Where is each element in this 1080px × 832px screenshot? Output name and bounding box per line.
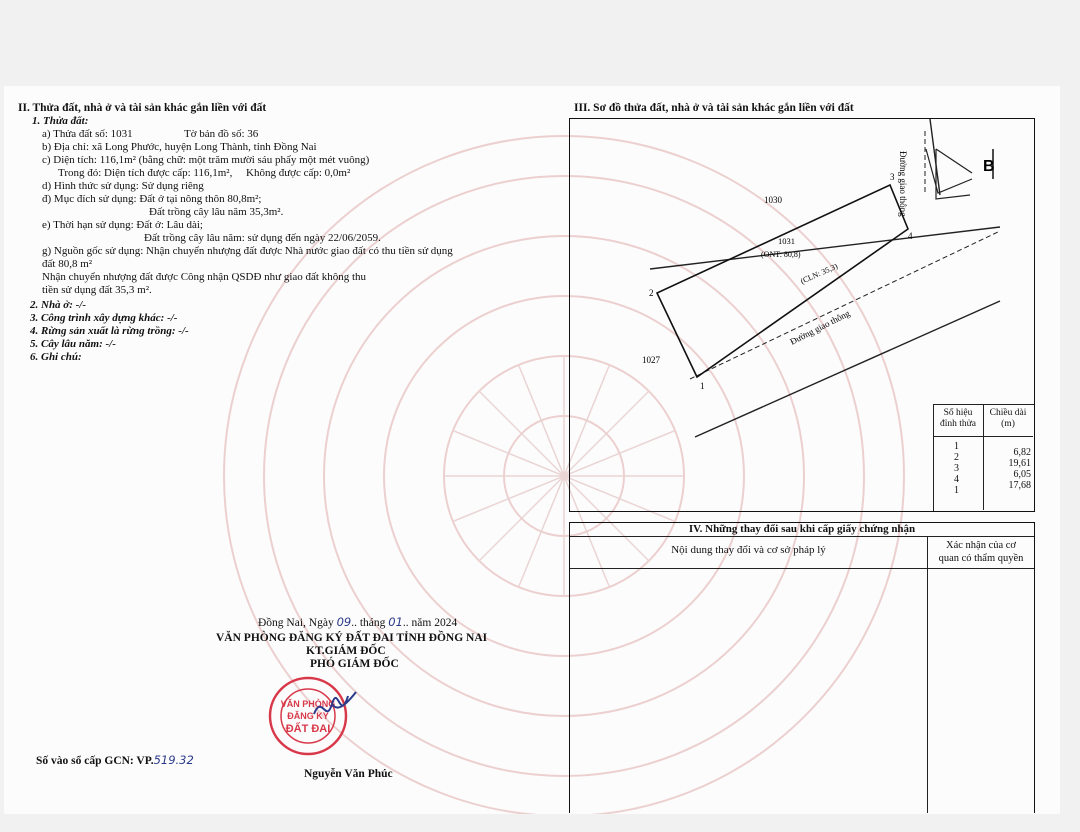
- deputy-title: PHÓ GIÁM ĐỐC: [310, 658, 399, 670]
- parcel-number: a) Thửa đất số: 1031: [42, 128, 133, 140]
- construction-item: 3. Công trình xây dựng khác: -/-: [30, 312, 178, 324]
- table-row: 1: [954, 485, 959, 496]
- table-row: 3: [954, 463, 959, 474]
- forest-item: 4. Rừng sản xuất là rừng trồng: -/-: [30, 325, 189, 337]
- area-granted: Trong đó: Diện tích được cấp: 116,1m²,: [58, 167, 233, 179]
- svg-text:Đường giao thông: Đường giao thông: [898, 151, 908, 217]
- registry-number: Số vào sổ cấp GCN: VP.519.32: [36, 753, 194, 767]
- svg-text:1031: 1031: [778, 236, 795, 246]
- table-cell: 6,82: [1013, 447, 1031, 458]
- svg-text:(CLN: 35,3): (CLN: 35,3): [799, 261, 839, 286]
- notes-item: 6. Ghi chú:: [30, 351, 82, 363]
- perennial-item: 5. Cây lâu năm: -/-: [30, 338, 116, 350]
- svg-text:ĐĂNG KÝ: ĐĂNG KÝ: [287, 711, 329, 721]
- section-ii-title: II. Thửa đất, nhà ở và tài sản khác gắn liền với đất: [18, 102, 267, 114]
- table-row: 1: [954, 441, 959, 452]
- svg-text:ĐẤT ĐAI: ĐẤT ĐAI: [285, 723, 331, 735]
- usage-term-2: Đất trồng cây lâu năm: sử dụng đến ngày 22/06/2059.: [144, 232, 381, 244]
- official-stamp: [266, 674, 362, 758]
- usage-purpose: đ) Mục đích sử dụng: Đất ở tại nông thôn 80,8m²;: [42, 193, 262, 205]
- map-sheet-number: Tờ bản đồ số: 36: [184, 128, 259, 140]
- usage-term: e) Thời hạn sử dụng: Đất ở: Lâu dài;: [42, 219, 203, 231]
- origin-3: Nhận chuyển nhượng đất được Công nhận QSDĐ như giao đất không thu: [42, 271, 367, 283]
- length-header: Chiều dài (m): [989, 408, 1027, 429]
- table-cell: 17,68: [1008, 480, 1031, 491]
- office-name: VĂN PHÒNG ĐĂNG KÝ ĐẤT ĐAI TỈNH ĐỒNG NAI: [216, 632, 488, 644]
- svg-text:VĂN PHÒNG: VĂN PHÒNG: [280, 699, 336, 709]
- svg-text:1: 1: [700, 381, 705, 391]
- parcel-heading: 1. Thửa đất:: [32, 115, 89, 127]
- signer-name: Nguyễn Văn Phúc: [304, 768, 393, 780]
- changes-table: [569, 522, 1035, 813]
- vertex-header: Số hiệu đỉnh thửa: [939, 408, 977, 429]
- address: b) Địa chỉ: xã Long Phước, huyện Long Thành, tỉnh Đồng Nai: [42, 141, 317, 153]
- table-cell: 6,05: [1013, 469, 1031, 480]
- svg-text:1030: 1030: [764, 195, 782, 205]
- area-not-granted: Không được cấp: 0,0m²: [246, 167, 351, 179]
- svg-text:(ONT: 80,8): (ONT: 80,8): [761, 250, 801, 259]
- svg-text:B: B: [983, 158, 995, 175]
- section-iii-title: III. Sơ đồ thửa đất, nhà ở và tài sản khác gắn liền với đất: [574, 102, 854, 114]
- svg-text:3: 3: [890, 172, 895, 182]
- changes-content-header: Nội dung thay đổi và cơ sở pháp lý: [671, 544, 826, 556]
- certificate-sheet: [4, 86, 1060, 814]
- svg-text:Đường giao thông: Đường giao thông: [788, 308, 852, 347]
- director-title: KT.GIÁM ĐỐC: [306, 645, 386, 657]
- changes-title: IV. Những thay đổi sau khi cấp giấy chứng nhận: [688, 523, 916, 535]
- table-cell: 19,61: [1008, 458, 1031, 469]
- table-row: 2: [954, 452, 959, 463]
- house-item: 2. Nhà ở: -/-: [30, 299, 87, 311]
- svg-text:4: 4: [908, 231, 913, 241]
- origin: g) Nguồn gốc sử dụng: Nhận chuyển nhượng đất được Nhà nước giao đất có thu tiền sử dụng: [42, 245, 453, 257]
- svg-text:2: 2: [649, 288, 654, 298]
- origin-4: tiền sử dụng đất 35,3 m².: [42, 284, 152, 296]
- svg-text:1027: 1027: [642, 355, 660, 365]
- origin-2: đất 80,8 m²: [42, 258, 93, 270]
- usage-form: d) Hình thức sử dụng: Sử dụng riêng: [42, 180, 204, 192]
- area: c) Diện tích: 116,1m² (bằng chữ: một trăm mười sáu phẩy một mét vuông): [42, 154, 370, 166]
- changes-confirm-header: Xác nhận của cơ quan có thẩm quyền: [938, 540, 1024, 564]
- sign-date: Đồng Nai, Ngày 09.. tháng 01.. năm 2024: [258, 615, 458, 629]
- usage-purpose-2: Đất trồng cây lâu năm 35,3m².: [149, 206, 284, 218]
- table-row: 4: [954, 474, 959, 485]
